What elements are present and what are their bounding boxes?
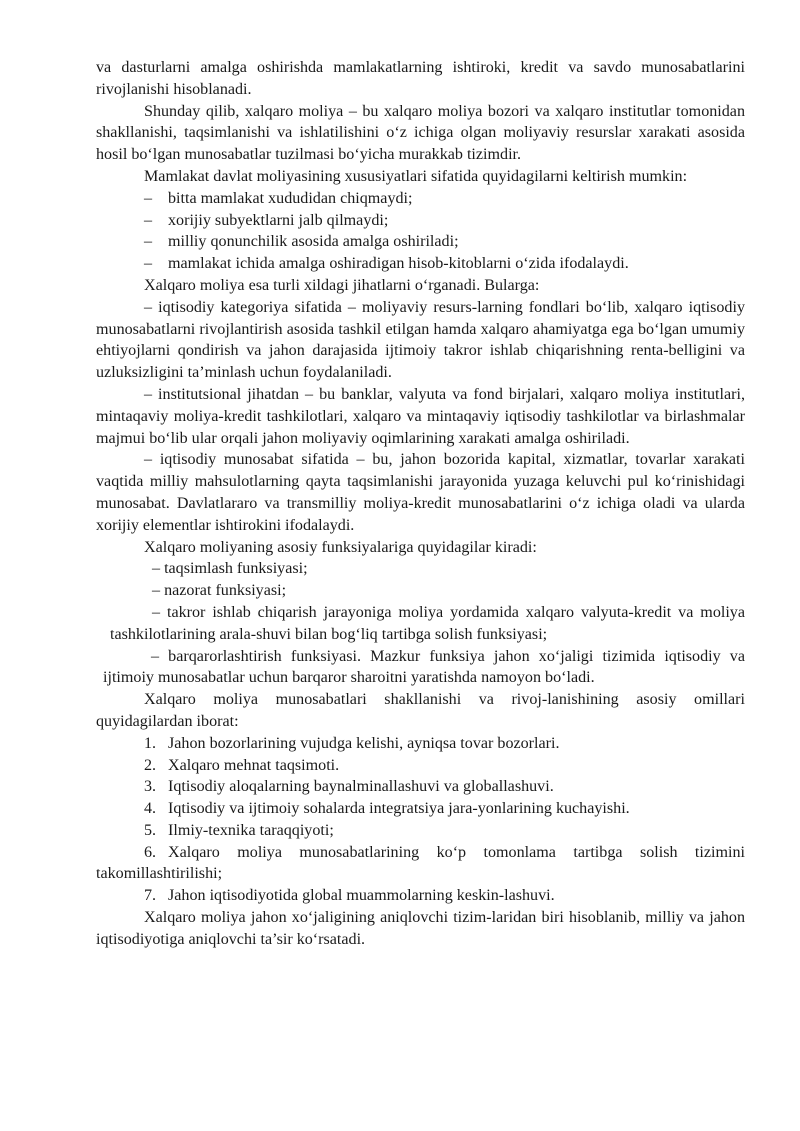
paragraph-conclusion: Xalqaro moliya jahon xoʻjaligining aniqlovchi tizim-laridan biri hisoblanib, milliy va jahon iqtisodiyotiga aniqlovchi ta’sir koʻrsatadi. bbox=[96, 909, 745, 948]
item-text: Jahon iqtisodiyotida global muammolarning keskin-lashuvi. bbox=[168, 887, 555, 905]
list-item bbox=[96, 231, 745, 253]
dash-marker: – bbox=[144, 189, 153, 207]
dash-marker: – bbox=[144, 233, 153, 251]
numbered-item bbox=[96, 885, 745, 907]
item-number: 6. bbox=[144, 843, 157, 861]
item-text: Xalqaro mehnat taqsimoti. bbox=[168, 756, 340, 774]
item-text: Ilmiy-texnika taraqqiyoti; bbox=[168, 821, 334, 839]
dash-marker: – bbox=[144, 211, 153, 229]
list-item-text: milliy qonunchilik asosida amalga oshiriladi; bbox=[168, 233, 459, 251]
paragraph-definition: Shunday qilib, xalqaro moliya – bu xalqaro moliya bozori va xalqaro institutlar tomonidan shakllanishi, taqsimlanishi va ishlatilishini oʻz ichiga olgan moliyaviy resurslar xarakati asosida hosil boʻlgan munosabatlar tuzilmasi boʻyicha murakkab tizimdir. bbox=[96, 102, 745, 164]
item-number: 4. bbox=[144, 800, 157, 818]
item-number: 7. bbox=[144, 887, 157, 905]
paragraph-economic-category: – iqtisodiy kategoriya sifatida – moliyaviy resurs-larning fondlari boʻlib, xalqaro iqtisodiy munosabatlarni rivojlantirish asosida tashkil etilgan hamda xalqaro ahamiyatga ega boʻlgan umumiy ehtiyojlarni qondirish va jahon darajasida ijtimoiy takror ishlab chiqarishning renta-belligini va uzluksizligini ta’minlash uchun foydalaniladi. bbox=[96, 298, 745, 382]
paragraph-institutional: – institutsional jihatdan – bu banklar, valyuta va fond birjalari, xalqaro moliya institutlari, mintaqaviy moliya-kredit tashkilotlari, xalqaro va mintaqaviy iqtisodiy tashkilotlar va birlashmalar majmui boʻlib ular orqali jahon moliyaviy oqimlarining xarakati amalga oshiriladi. bbox=[96, 385, 745, 447]
list-item bbox=[96, 253, 745, 275]
paragraph-aspects-intro: Xalqaro moliya esa turli xildagi jihatlarni oʻrganadi. Bularga: bbox=[144, 276, 540, 294]
document-page bbox=[96, 57, 745, 951]
list-item-text: xorijiy subyektlarni jalb qilmaydi; bbox=[168, 211, 389, 229]
item-text: Jahon bozorlarining vujudga kelishi, ayniqsa tovar bozorlari. bbox=[168, 734, 560, 752]
list-item bbox=[96, 188, 745, 210]
paragraph-continuation: va dasturlarni amalga oshirishda mamlakatlarning ishtiroki, kredit va savdo munosabatlarini rivojlanishi hisoblanadi. bbox=[96, 59, 745, 98]
dash-marker: – bbox=[144, 255, 153, 273]
item-number: 3. bbox=[144, 778, 157, 796]
paragraph-state-finance-intro: Mamlakat davlat moliyasining xususiyatlari sifatida quyidagilarni keltirish mumkin: bbox=[144, 167, 688, 185]
numbered-item bbox=[96, 776, 745, 798]
paragraph-factors-intro: Xalqaro moliya munosabatlari shakllanishi va rivoj-lanishining asosiy omillari quyidagilardan iborat: bbox=[96, 691, 745, 730]
list-item-text: mamlakat ichida amalga oshiradigan hisob-kitoblarni oʻzida ifodalaydi. bbox=[168, 255, 629, 273]
numbered-item bbox=[96, 755, 745, 777]
function-item: – nazorat funksiyasi; bbox=[152, 582, 287, 600]
item-number: 2. bbox=[144, 756, 157, 774]
function-item: – taqsimlash funksiyasi; bbox=[152, 560, 308, 578]
item-number: 5. bbox=[144, 821, 157, 839]
numbered-item bbox=[96, 798, 745, 820]
item-number: 1. bbox=[144, 734, 157, 752]
numbered-item bbox=[96, 733, 745, 755]
item-text: Xalqaro moliya munosabatlarining koʻp tomonlama tartibga solish tizimini takomillashtirilishi; bbox=[96, 843, 745, 883]
list-item bbox=[96, 210, 745, 232]
list-item-text: bitta mamlakat xududidan chiqmaydi; bbox=[168, 189, 413, 207]
paragraph-economic-relation: – iqtisodiy munosabat sifatida – bu, jahon bozorida kapital, xizmatlar, tovarlar xarakati vaqtida milliy mahsulotlarning qayta taqsimlanishi jarayonida yuzaga keluvchi pul koʻrinishidagi munosabat. Davlatlararo va transmilliy moliya-kredit munosabatlarini oʻz ichiga oladi va ularda xorijiy elementlar ishtirokini ifodalaydi. bbox=[96, 451, 745, 534]
numbered-item bbox=[96, 820, 745, 842]
function-item: – takror ishlab chiqarish jarayoniga moliya yordamida xalqaro valyuta-kredit va moliya tashkilotlarining arala-shuvi bilan bogʻliq tartibga solish funksiyasi; bbox=[110, 603, 745, 643]
numbered-item bbox=[96, 842, 745, 886]
item-text: Iqtisodiy aloqalarning baynalminallashuvi va globallashuvi. bbox=[168, 778, 554, 796]
paragraph-functions-intro: Xalqaro moliyaning asosiy funksiyalariga quyidagilar kiradi: bbox=[144, 538, 537, 556]
item-text: Iqtisodiy va ijtimoiy sohalarda integratsiya jara-yonlarining kuchayishi. bbox=[168, 800, 630, 818]
function-item: – barqarorlashtirish funksiyasi. Mazkur funksiya jahon xoʻjaligi tizimida iqtisodiy va ijtimoiy munosabatlar uchun barqaror sharoitni yaratishda namoyon boʻladi. bbox=[103, 647, 745, 687]
